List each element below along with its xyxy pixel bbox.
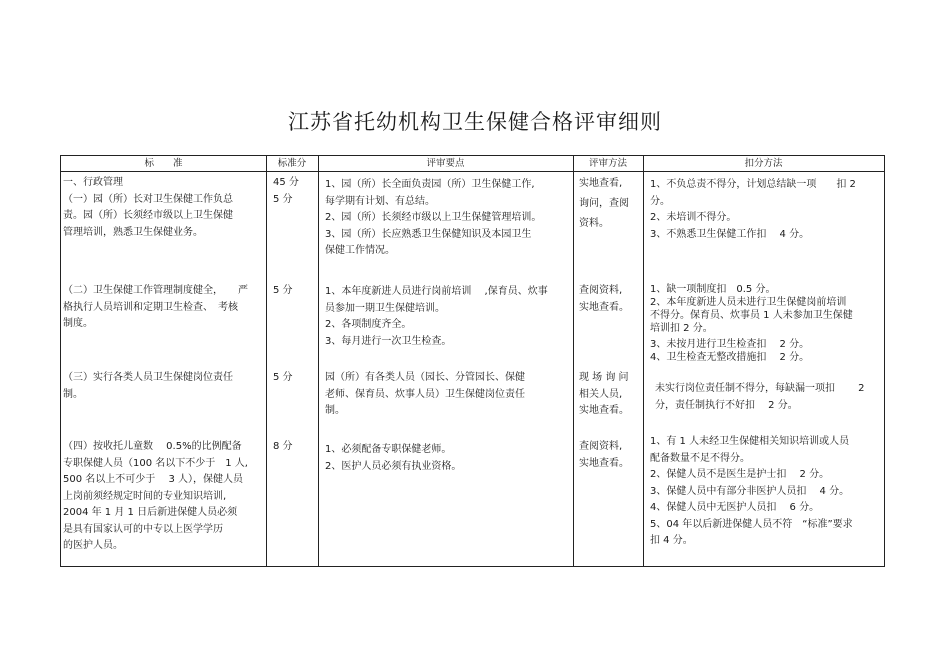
- text-line: 上岗前须经规定时间的专业知识培训,: [63, 490, 227, 502]
- row2-points: [325, 284, 572, 350]
- header-method: 评审方法: [588, 158, 627, 169]
- row3-method: [579, 370, 643, 420]
- text-line: 5 分: [273, 193, 293, 205]
- row4-points: [325, 442, 572, 475]
- text-line: 每学期有计划、有总结。: [325, 195, 435, 207]
- evaluation-table: [60, 155, 885, 567]
- row4-score: [273, 439, 317, 456]
- text-line: 5、04 年以后新进保健人员不符 “标准”要求: [650, 518, 853, 530]
- text-line: 配备数量不足不得分。: [650, 452, 750, 464]
- column-divider: [884, 156, 885, 566]
- text-line: 3、未按月进行卫生检查扣 2 分。: [650, 339, 810, 350]
- text-line: 询问，查阅: [579, 198, 629, 209]
- text-line: （一）园（所）长对卫生保健工作负总: [63, 193, 233, 205]
- row4-method: [579, 439, 643, 472]
- text-line: 1、园（所）长全面负责园（所）卫生保健工作,: [325, 179, 535, 190]
- column-divider: [266, 156, 267, 566]
- column-divider: [643, 156, 644, 566]
- text-line: 2、未培训不得分。: [650, 212, 737, 223]
- row3-points: [325, 370, 572, 420]
- text-line: 园（所）有各类人员（园长、分管园长、保健: [325, 372, 525, 383]
- row1-score: [273, 175, 317, 208]
- text-line: 查阅资料,: [579, 441, 623, 452]
- text-line: 分，责任制执行不好扣 2 分。: [655, 399, 798, 411]
- text-line: 实地查看。: [579, 405, 629, 416]
- row4-standard: [63, 439, 265, 555]
- row3-standard: [63, 370, 265, 403]
- text-line: 500 名以上不可少于 3 人），保健人员: [63, 474, 243, 485]
- text-line: 2004 年 1 月 1 日后新进保健人员必须: [63, 507, 238, 518]
- text-line: 4、卫生检查无整改措施扣 2 分。: [650, 352, 810, 363]
- text-line: 查阅资料,: [579, 285, 623, 296]
- text-line: 1、缺一项制度扣 0.5 分。: [650, 284, 776, 295]
- text-line: 实地查看。: [579, 301, 629, 313]
- text-line: 管理培训，熟悉卫生保健业务。: [63, 226, 203, 238]
- row2-deduct: [650, 283, 882, 364]
- text-line: 1、有 1 人未经卫生保健相关知识培训或人员: [650, 436, 850, 447]
- text-line: 制。: [325, 405, 345, 416]
- row1-points: [325, 177, 572, 260]
- text-line: 制度。: [63, 318, 93, 329]
- text-line: 保健工作情况。: [325, 245, 395, 256]
- text-line: 制。: [63, 388, 83, 400]
- text-line: （二）卫生保健工作管理制度健全， 严: [63, 285, 248, 296]
- text-line: 3、不熟悉卫生保健工作扣 4 分。: [650, 228, 810, 240]
- column-divider: [573, 156, 574, 566]
- header-deduct: 扣分方法: [744, 158, 783, 169]
- row3-deduct: [655, 381, 883, 414]
- text-line: 资料。: [579, 218, 609, 229]
- text-line: 不得分。保育员、炊事员 1 人未参加卫生保健: [650, 310, 853, 321]
- text-line: 格执行人员培训和定期卫生检查、 考核: [63, 301, 238, 313]
- text-line: 实地查看,: [579, 178, 623, 189]
- text-line: 是具有国家认可的中专以上医学学历: [63, 523, 223, 535]
- text-line: 3、每月进行一次卫生检查。: [325, 335, 452, 347]
- text-line: 专职保健人员（100 名以下不少于 1 人,: [63, 457, 248, 469]
- text-line: 实地查看。: [579, 457, 629, 469]
- row2-score: [273, 283, 317, 300]
- header-standard: 标 准: [144, 158, 183, 169]
- text-line: 员参加一期卫生保健培训。: [325, 302, 445, 314]
- text-line: 2、保健人员不是医生是护士扣 2 分。: [650, 469, 830, 480]
- column-divider: [318, 156, 319, 566]
- text-line: 培训扣 2 分。: [650, 323, 713, 334]
- text-line: 2、医护人员必须有执业资格。: [325, 460, 462, 472]
- text-line: 责。园（所）长须经市级以上卫生保健: [63, 210, 233, 221]
- text-line: 3、园（所）长应熟悉卫生保健知识及本园卫生: [325, 228, 532, 240]
- row1-deduct: [650, 177, 882, 243]
- header-score: 标准分: [277, 158, 307, 169]
- text-line: 2、各项制度齐全。: [325, 319, 412, 330]
- row4-deduct: [650, 434, 882, 550]
- text-line: 8 分: [273, 441, 293, 452]
- text-line: 扣 4 分。: [650, 535, 693, 546]
- text-line: 现 场 询 问: [579, 372, 629, 383]
- text-line: 5 分: [273, 285, 293, 296]
- row2-standard: [63, 283, 265, 333]
- text-line: 2、园（所）长须经市级以上卫生保健管理培训。: [325, 212, 542, 223]
- text-line: 4、保健人员中无医护人员扣 6 分。: [650, 502, 820, 513]
- text-line: 5 分: [273, 372, 293, 383]
- header-divider: [61, 171, 885, 172]
- text-line: 1、不负总责不得分，计划总结缺一项 扣 2: [650, 179, 856, 190]
- row2-method: [579, 283, 643, 316]
- text-line: 3、保健人员中有部分非医护人员扣 4 分。: [650, 485, 850, 497]
- header-points: 评审要点: [426, 158, 465, 169]
- text-line: 1、本年度新进人员进行岗前培训 ,保育员、炊事: [325, 286, 548, 297]
- row3-score: [273, 370, 317, 387]
- text-line: （三）实行各类人员卫生保健岗位责任: [63, 372, 233, 383]
- text-line: 2、本年度新进人员未进行卫生保健岗前培训: [650, 297, 847, 308]
- text-line: 未实行岗位责任制不得分，每缺漏一项扣 2: [655, 383, 865, 394]
- text-line: 1、必须配备专职保健老师。: [325, 444, 452, 455]
- text-line: 45 分: [273, 177, 299, 188]
- text-line: 的医护人员。: [63, 540, 123, 551]
- row1-method: [579, 174, 643, 234]
- page-title: 江苏省托幼机构卫生保健合格评审细则: [288, 110, 662, 134]
- text-line: （四）按收托儿童数 0.5%的比例配备: [63, 441, 242, 452]
- text-line: 分。: [650, 195, 670, 207]
- row1-standard: [63, 175, 263, 241]
- text-line: 一、行政管理: [63, 177, 123, 188]
- text-line: 相关人员,: [579, 388, 623, 400]
- text-line: 老师、保育员、炊事人员）卫生保健岗位责任: [325, 388, 525, 400]
